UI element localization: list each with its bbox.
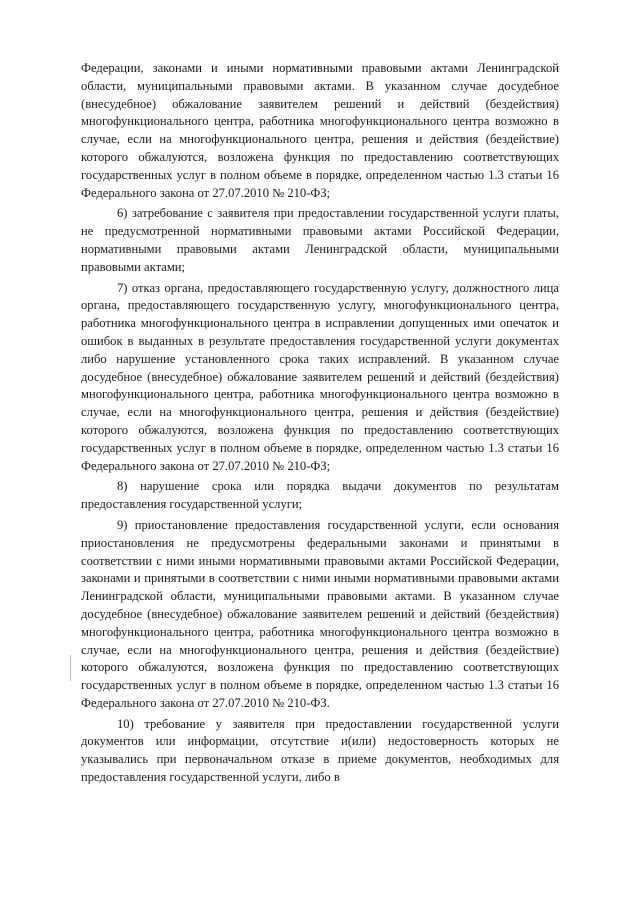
- document-body: [81, 60, 559, 787]
- paragraph-item-10: 10) требование у заявителя при предоставлении государственной услуги документов или информации, отсутствие и(или) недостоверность которых не указывались при первоначальном отказе в приеме документов, необходимых для предоставления государственной услуги, либо в: [81, 716, 559, 785]
- paragraph-item-9: 9) приостановление предоставления государственной услуги, если основания приостановления не предусмотрены федеральными законами и принятыми в соответствии с ними иными нормативными правовыми актами Российской Федерации, законами и принятыми в соответствии с ними иными нормативными правовыми актами Ленинградской области, муниципальными правовыми актами. В указанном случае досудебное (внесудебное) обжалование заявителем решений и действий (бездействия) многофункционального центра, работника многофункционального центра возможно в случае, если на многофункционального центра, решения и действия (бездействие) которого обжалуются, возложена функция по предоставлению соответствующих государственных услуг в полном объеме в порядке, определенном частью 1.3 статьи 16 Федерального закона от 27.07.2010 № 210-ФЗ.: [81, 517, 559, 710]
- paragraph-item-8: 8) нарушение срока или порядка выдачи документов по результатам предоставления государственной услуги;: [81, 479, 559, 512]
- scan-margin-mark: [70, 655, 71, 681]
- paragraph-item-6: 6) затребование с заявителя при предоставлении государственной услуги платы, не предусмотренной нормативными правовыми актами Российской Федерации, нормативными правовыми актами Ленинградской области, муниципальными правовыми актами;: [81, 206, 559, 274]
- paragraph-item-7: 7) отказ органа, предоставляющего государственную услугу, должностного лица органа, предоставляющего государственную услугу, многофункционального центра, работника многофункционального центра в исправлении допущенных ими опечаток и ошибок в выданных в результате предоставления государственной услуги документах либо нарушение установленного срока таких исправлений. В указанном случае досудебное (внесудебное) обжалование заявителем решений и действий (бездействия) многофункционального центра, работника многофункционального центра возможно в случае, если на многофункционального центра, решения и действия (бездействие) которого обжалуются, возложена функция по предоставлению соответствующих государственных услуг в полном объеме в порядке, определенном частью 1.3 статьи 16 Федерального закона от 27.07.2010 № 210-ФЗ;: [81, 280, 559, 473]
- paragraph-continuation: Федерации, законами и иными нормативными правовыми актами Ленинградской области, муниципальными правовыми актами. В указанном случае досудебное (внесудебное) обжалование заявителем решений и действий (бездействия) многофункционального центра, работника многофункционального центра возможно в случае, если на многофункционального центра, решения и действия (бездействие) которого обжалуются, возложена функция по предоставлению соответствующих государственных услуг в полном объеме в порядке, определенном частью 1.3 статьи 16 Федерального закона от 27.07.2010 № 210-ФЗ;: [81, 61, 559, 200]
